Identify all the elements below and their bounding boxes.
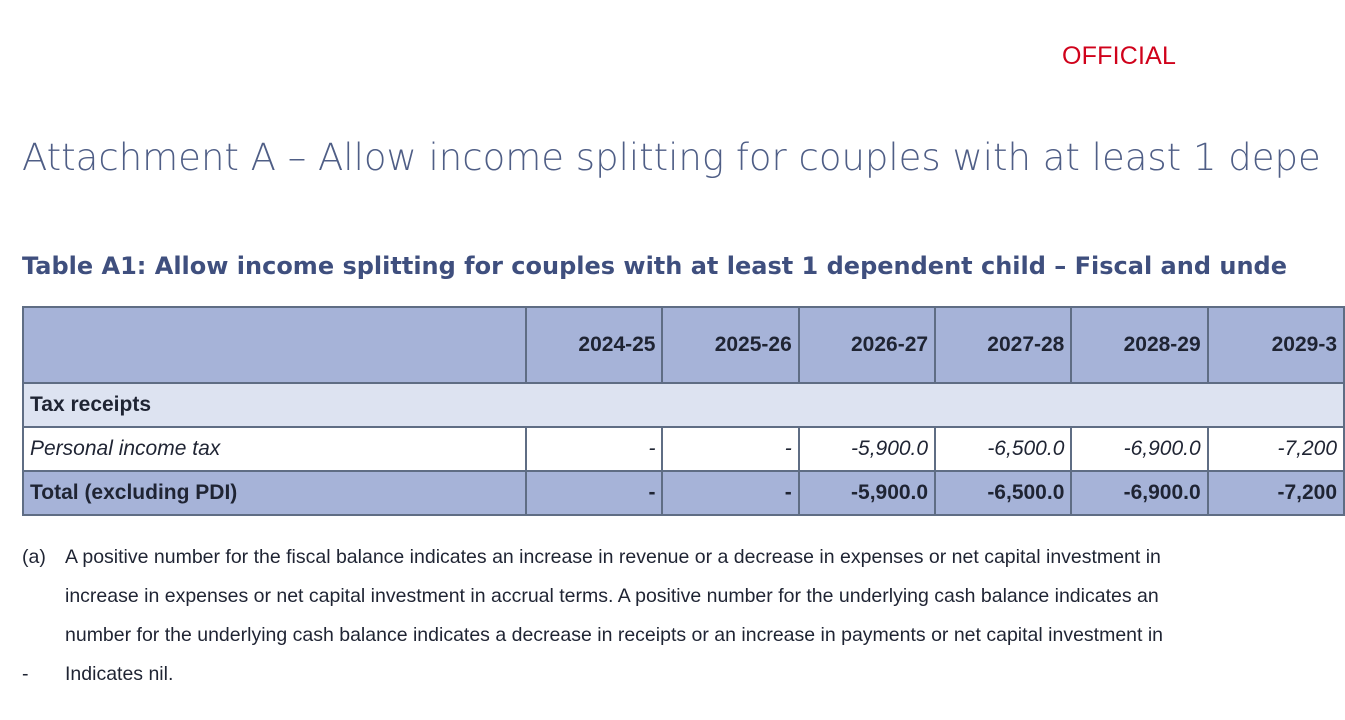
total-value-cell: -6,900.0 xyxy=(1071,471,1207,515)
header-label-cell xyxy=(23,307,526,383)
year-header: 2026-27 xyxy=(799,307,935,383)
total-value-cell: -5,900.0 xyxy=(799,471,935,515)
value-cell: - xyxy=(526,427,662,471)
fiscal-impact-table xyxy=(22,306,1345,516)
total-row xyxy=(23,471,1344,515)
year-header: 2029-3 xyxy=(1208,307,1344,383)
value-cell: -6,500.0 xyxy=(935,427,1071,471)
year-header: 2027-28 xyxy=(935,307,1071,383)
section-label: Tax receipts xyxy=(23,383,1344,427)
year-header: 2024-25 xyxy=(526,307,662,383)
footnote xyxy=(22,655,1280,694)
value-cell: -6,900.0 xyxy=(1071,427,1207,471)
table-caption: Table A1: Allow income splitting for couples with at least 1 dependent child – Fiscal and unde xyxy=(22,252,1287,280)
classification-marking: OFFICIAL xyxy=(1062,42,1177,70)
footnote-line: Indicates nil. xyxy=(65,663,174,685)
table-container xyxy=(22,306,1337,528)
footnote-line: increase in expenses or net capital investment in accrual terms. A positive number for the underlying cash balance indicates an xyxy=(65,585,1159,607)
attachment-heading: Attachment A – Allow income splitting for couples with at least 1 depe xyxy=(22,136,1321,179)
value-cell: -7,200 xyxy=(1208,427,1344,471)
total-value-cell: - xyxy=(662,471,798,515)
value-cell: - xyxy=(662,427,798,471)
table-row xyxy=(23,427,1344,471)
footnote-line: A positive number for the fiscal balance indicates an increase in revenue or a decrease in expenses or net capital investment in xyxy=(65,546,1161,568)
total-value-cell: - xyxy=(526,471,662,515)
section-row xyxy=(23,383,1344,427)
footnote-marker: (a) xyxy=(22,546,46,568)
footnote-marker: - xyxy=(22,663,29,685)
year-header: 2028-29 xyxy=(1071,307,1207,383)
footnote-line: number for the underlying cash balance indicates a decrease in receipts or an increase in payments or net capital investment in xyxy=(65,624,1164,646)
total-label: Total (excluding PDI) xyxy=(23,471,526,515)
total-value-cell: -7,200 xyxy=(1208,471,1344,515)
row-label: Personal income tax xyxy=(23,427,526,471)
total-value-cell: -6,500.0 xyxy=(935,471,1071,515)
table-header-row xyxy=(23,307,1344,383)
value-cell: -5,900.0 xyxy=(799,427,935,471)
table-notes xyxy=(22,538,1280,694)
footnote xyxy=(22,538,1280,655)
year-header: 2025-26 xyxy=(662,307,798,383)
